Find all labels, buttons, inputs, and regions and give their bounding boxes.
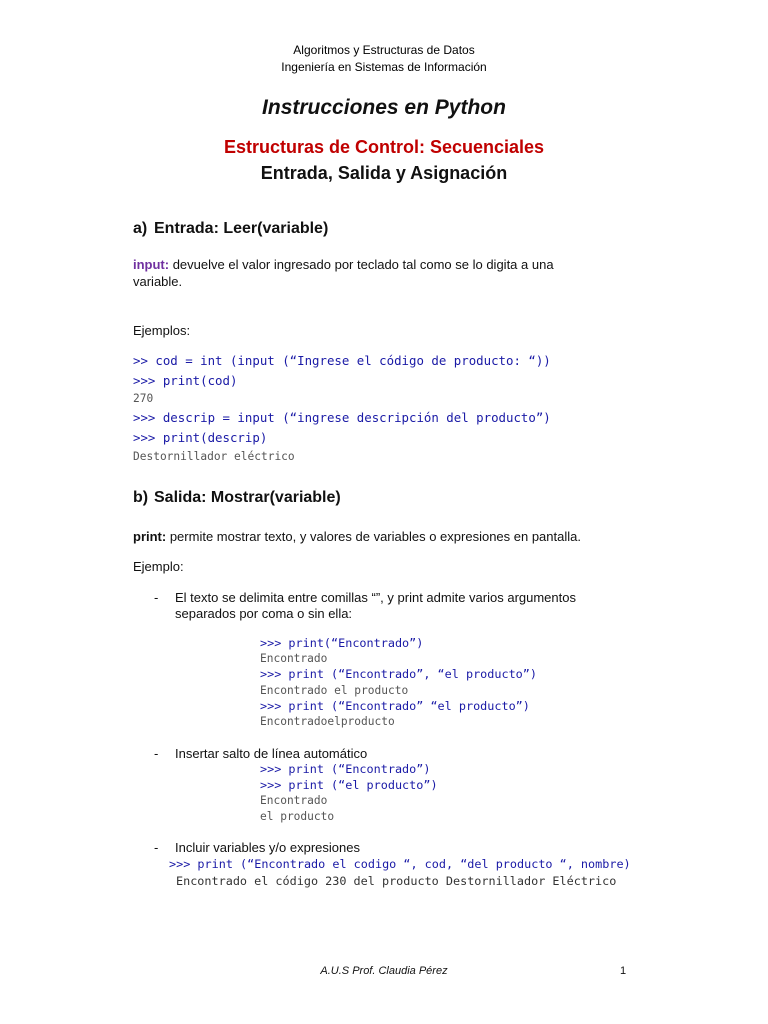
header-career: Ingeniería en Sistemas de Información (281, 60, 487, 74)
code-line: >>> descrip = input (“ingrese descripción del producto”) (133, 410, 551, 425)
examples-label: Ejemplos: (133, 323, 191, 338)
code-line: >>> print (“Encontrado” “el producto”) (260, 699, 530, 713)
code-line: >>> print(“Encontrado”) (260, 636, 424, 650)
subtitle-io-assignment: Entrada, Salida y Asignación (260, 163, 508, 183)
section-a-letter: a) (133, 220, 148, 237)
section-a-heading: Entrada: Leer(variable) (154, 220, 329, 237)
code-line: >>> print(cod) (133, 373, 238, 388)
example-label: Ejemplo: (133, 559, 184, 574)
code-line: >>> print(descrip) (133, 430, 268, 445)
code-line: >>> print (“el producto”) (260, 778, 438, 792)
print-keyword: print: (133, 529, 167, 544)
code-output: Encontrado el producto (260, 684, 409, 697)
code-line: >>> print (“Encontrado el codigo “, cod, “del producto “, nombre) (169, 857, 631, 871)
section-b-heading: Salida: Mostrar(variable) (154, 489, 341, 506)
page-title: Instrucciones en Python (262, 96, 506, 119)
section-a-description (133, 256, 603, 290)
code-output: Encontrado (260, 794, 328, 807)
bullet-text-newline: Insertar salto de línea automático (175, 746, 368, 761)
bullet-dash: - (154, 746, 159, 761)
bullet-text-quotes: El texto se delimita entre comillas “”, y print admite varios argumentos separados por coma o sin ella: (175, 590, 576, 621)
code-output: Encontrado el código 230 del producto Destornillador Eléctrico (176, 874, 617, 888)
page-number: 1 (620, 965, 627, 977)
footer-author: A.U.S Prof. Claudia Pérez (320, 965, 448, 977)
print-description-text: permite mostrar texto, y valores de variables o expresiones en pantalla. (166, 529, 581, 544)
code-output: Destornillador eléctrico (133, 450, 295, 463)
bullet-dash: - (154, 590, 159, 605)
section-b-description (133, 528, 653, 545)
code-output: 270 (133, 392, 154, 405)
code-output: Encontradoelproducto (260, 715, 395, 728)
code-line: >>> print (“Encontrado”, “el producto”) (260, 667, 537, 681)
input-description-text: devuelve el valor ingresado por teclado tal como se lo digita a una variable. (133, 257, 554, 289)
code-line: >>> print (“Encontrado”) (260, 762, 431, 776)
code-output: el producto (260, 810, 335, 823)
bullet-dash: - (154, 840, 159, 855)
input-keyword: input: (133, 257, 170, 272)
code-output: Encontrado (260, 652, 328, 665)
bullet-text-variables: Incluir variables y/o expresiones (175, 840, 360, 855)
code-line: >> cod = int (input (“Ingrese el código de producto: “)) (133, 353, 551, 368)
section-b-letter: b) (133, 489, 149, 506)
header-course: Algoritmos y Estructuras de Datos (293, 43, 475, 57)
subtitle-control-structures: Estructuras de Control: Secuenciales (223, 137, 545, 157)
